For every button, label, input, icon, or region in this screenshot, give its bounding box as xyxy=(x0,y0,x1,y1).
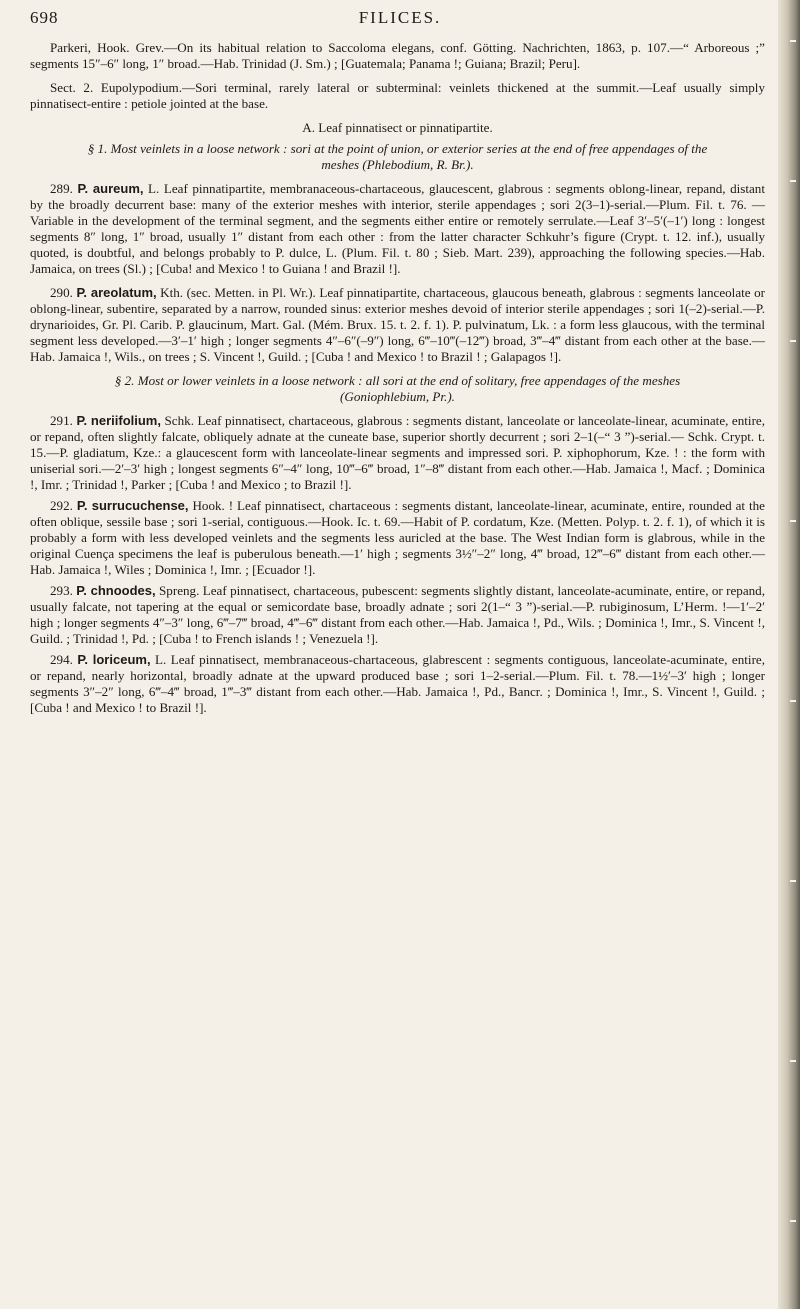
subsection-heading: A. Leaf pinnatisect or pinnatipartite. xyxy=(302,120,493,135)
species-description: Kth. (sec. Metten. in Pl. Wr.). Leaf pinnatipartite, chartaceous, glaucous beneath, glabrous : segments lanceolate or oblong-linear, subentire, separated by a narrow, rounded sinus: exterior meshes devoid of interior sterile appendages ; sori 1(–2)-serial.—P. drynarioides, Gr. Pl. Carib. P. glaucinum, Mart. Gal. (Mém. Brux. 15. t. 2. f. 1). P. pulvinatum, Lk. : a form less glaucous, with the terminal segment less developed.—3′–1′ high ; longer segments 4″–6″(–9″) long, 6‴–10‴(–12‴) broad, 3‴–4‴ distant from each other at the base.—Hab. Jamaica !, Wils., on trees ; S. Vincent !, Guild. ; [Cuba ! and Mexico ! to Brazil ! ; Galapagos !]. xyxy=(30,285,765,364)
page-body xyxy=(30,40,765,716)
species-entry-291 xyxy=(30,413,765,493)
species-number: 291. xyxy=(50,413,73,428)
species-description: Schk. Leaf pinnatisect, chartaceous, glabrous : segments distant, lanceolate or lanceolate-linear, acuminate, entire, or repand, often slightly falcate, obliquely adnate at the cuneate base, superior shortly decurrent ; sori 2–1(–“ 3 ”)-serial.— Schk. Crypt. t. 15.—P. gladiatum, Kze.: a glaucescent form with lanceolate-linear segments and impressed sori. P. xiphophorum, Kze. ! : the form with uniserial sori.—2′–3′ high ; longest segments 6″–4″ long, 10‴–6‴ broad, 1″–8‴ distant from each other.—Hab. Jamaica !, Macf. ; Dominica !, Imr. ; Trinidad !, Parker ; [Cuba ! and Mexico ; to Brazil !]. xyxy=(30,413,766,492)
page-edge-shadow xyxy=(778,0,800,1309)
species-name: P. chnoodes, xyxy=(76,583,156,598)
running-head xyxy=(30,8,770,32)
species-name: P. areolatum, xyxy=(76,285,157,300)
group-heading-1: § 1. Most veinlets in a loose network : sori at the point of union, or exterior series at the end of free appendages of the meshes (Phlebodium, R. Br.). xyxy=(87,141,708,172)
species-entry-290 xyxy=(30,285,765,365)
species-number: 293. xyxy=(50,583,73,598)
group-heading-2: § 2. Most or lower veinlets in a loose network : all sori at the end of solitary, free appendages of the meshes (Goniophlebium, Pr.). xyxy=(114,373,681,404)
intro-paragraph: Parkeri, Hook. Grev.—On its habitual relation to Saccoloma elegans, conf. Götting. Nachrichten, 1863, p. 107.—“ Arboreous ;” segments 15″–6″ long, 1″ broad.—Hab. Trinidad (J. Sm.) ; [Guatemala; Panama !; Guiana; Brazil; Peru]. xyxy=(30,40,765,71)
species-description: L. Leaf pinnatisect, membranaceous-chartaceous, glabrescent : segments contiguous, lanceolate-acuminate, entire, or repand, nearly horizontal, broadly adnate at the upward produced base ; sori 1–2-serial.—Plum. Fil. t. 78.—1½′–3′ high ; longer segments 3″–2″ long, 6‴–4‴ broad, 1‴–3‴ distant from each other.—Hab. Jamaica !, Pd., Bancr. ; Dominica !, Imr., S. Vincent !, Guild. ; [Cuba ! and Mexico ! to Brazil !]. xyxy=(30,652,766,715)
species-description: Hook. ! Leaf pinnatisect, chartaceous : segments distant, lanceolate-linear, acuminate, entire, rounded at the often oblique, sessile base ; sori 1-serial, contiguous.—Hook. Ic. t. 69.—Habit of P. cordatum, Kze. (Metten. Polyp. t. 2. f. 1), of which it is probably a form with less developed veinlets and the segments less auricled at the base. The West Indian form is glabrous, while in the original Cuença specimens the leaf is puberulous beneath.—1′ high ; segments 3½″–2″ long, 4‴ broad, 12‴–6‴ distant from each other.—Hab. Jamaica !, Wiles ; Dominica !, Imr. ; [Ecuador !]. xyxy=(30,498,765,577)
running-title: FILICES. xyxy=(358,8,442,27)
species-description: L. Leaf pinnatipartite, membranaceous-chartaceous, glaucescent, glabrous : segments oblong-linear, repand, distant by the broadly decurrent base: many of the exterior meshes with interior, sterile appendages ; sori 2(3–1)-serial.—Plum. Fil. t. 76. —Variable in the development of the terminal segment, and the segments either entire or remotely serrulate.—Leaf 3′–5′(–1′) long : longest segments 8″ long, 1″ broad, usually 1″ distant from each other : from the latter character Schkuhr’s figure (Crypt. t. 12. inf.), usually quoted, is doubtful, and belongs probably to P. dulce, L. (Plum. Fil. t. 80 ; Sieb. Mart. 239), approaching the following species.—Hab. Jamaica, on trees (Sl.) ; [Cuba! and Mexico ! to Guiana ! and Brazil !]. xyxy=(30,181,765,276)
species-name: P. neriifolium, xyxy=(76,413,161,428)
species-entry-293 xyxy=(30,583,765,647)
species-entry-289 xyxy=(30,181,765,277)
section-heading: Sect. 2. Eupolypodium.—Sori terminal, rarely lateral or subterminal: veinlets thickened at the summit.—Leaf usually simply pinnatisect-entire : petiole jointed at the base. xyxy=(30,80,765,111)
species-name: P. loriceum, xyxy=(77,652,151,667)
species-number: 289. xyxy=(50,181,73,196)
species-entry-292 xyxy=(30,498,765,578)
species-number: 294. xyxy=(50,652,73,667)
species-entry-294 xyxy=(30,652,765,716)
species-name: P. surrucuchense, xyxy=(76,498,189,513)
page-number: 698 xyxy=(30,8,59,27)
species-name: P. aureum, xyxy=(77,181,144,196)
species-number: 290. xyxy=(50,285,73,300)
species-number: 292. xyxy=(50,498,73,513)
species-description: Spreng. Leaf pinnatisect, chartaceous, pubescent: segments slightly distant, lanceolate-acuminate, entire, or repand, usually falcate, not tapering at the equal or semicordate base, broadly adnate ; sori 2(1–“ 3 ”)-serial.—P. rubiginosum, L’Herm. !—1′–2′ high ; longer segments 4″–3″ long, 6‴–7‴ broad, 4‴–6‴ distant from each other.—Hab. Jamaica !, Pd., Wils. ; Dominica !, Imr., S. Vincent !, Guild. ; Trinidad !, Pd. ; [Cuba ! to French islands ! ; Venezuela !]. xyxy=(30,583,765,646)
